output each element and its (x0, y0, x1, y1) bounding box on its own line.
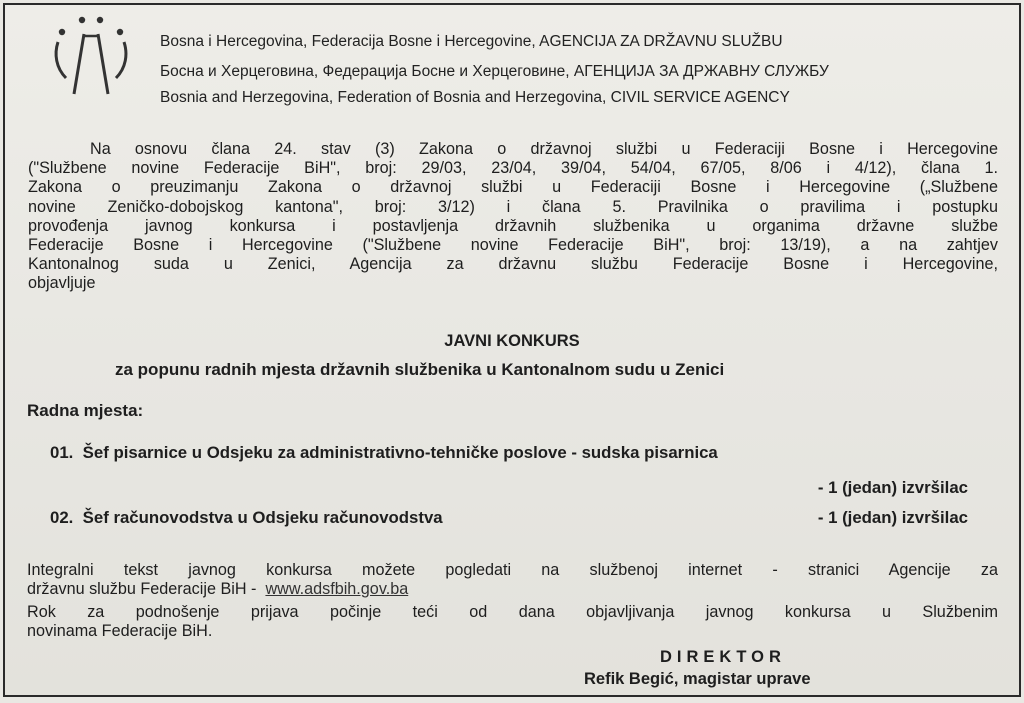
info-paragraph (27, 561, 998, 599)
info-line: Integralni tekst javnog konkursa možete pogledati na službenoj internet - stranici Agencije za (27, 561, 998, 579)
signature-name: Refik Begić, magistar uprave (584, 670, 811, 688)
intro-paragraph (28, 140, 998, 294)
intro-line: Kantonalnog suda u Zenici, Agencija za državnu službu Federacije Bosne i Hercegovine, (28, 255, 998, 274)
deadline-line: novinama Federacije BiH. (27, 622, 213, 641)
position-name: Šef računovodstva u Odsjeku računovodstva (82, 508, 443, 527)
intro-line: novine Zeničko-dobojskog kantona", broj: 3/12) i člana 5. Pravilnika o pravilima i postupku (28, 197, 998, 216)
position-number: 02. (50, 508, 74, 527)
agency-logo-icon (52, 14, 130, 100)
intro-line: Zakona o preuzimanju Zakona o državnoj službi u Federaciji Bosne i Hercegovine („Službene (28, 178, 998, 197)
info-line-prefix: državnu službu Federacije BiH - (27, 580, 257, 599)
header-serbian: Босна и Херцеговина, Федерација Босне и Херцеговине, АГЕНЦИЈА ЗА ДРЖАВНУ СЛУЖБУ (160, 63, 829, 80)
agency-website-link[interactable]: www.adsfbih.gov.ba (265, 580, 409, 599)
position-count: - 1 (jedan) izvršilac (817, 508, 968, 527)
position-item (50, 508, 443, 528)
intro-line: Federacije Bosne i Hercegovine ("Službene novine Federacije BiH", broj: 13/19), a na zahtjev (28, 236, 998, 255)
position-count: - 1 (jedan) izvršilac (817, 478, 968, 497)
header-bosnian: Bosna i Hercegovina, Federacija Bosne i Hercegovine, AGENCIJA ZA DRŽAVNU SLUŽBU (160, 33, 783, 50)
announcement-title: JAVNI KONKURS (444, 332, 580, 350)
intro-line: provođenja javnog konkursa i postavljenja državnih službenika u organima državne službe (28, 216, 998, 235)
position-number: 01. (50, 443, 74, 462)
announcement-subtitle: za popunu radnih mjesta državnih službenika u Kantonalnom sudu u Zenici (115, 360, 725, 379)
info-line (27, 580, 998, 599)
intro-line: objavljuje (28, 274, 96, 293)
signature-title: DIREKTOR (660, 648, 786, 666)
intro-line: ("Službene novine Federacije BiH", broj: 29/03, 23/04, 39/04, 54/04, 67/05, 8/06 i 4/12), člana 1. (28, 159, 998, 178)
position-item (50, 443, 718, 463)
deadline-line: Rok za podnošenje prijava počinje teći od dana objavljivanja javnog konkursa u Službenim (27, 603, 998, 621)
deadline-paragraph (27, 603, 998, 641)
position-name: Šef pisarnice u Odsjeku za administrativno-tehničke poslove - sudska pisarnica (82, 443, 718, 462)
positions-heading: Radna mjesta: (27, 401, 144, 420)
header-english: Bosnia and Herzegovina, Federation of Bosnia and Herzegovina, CIVIL SERVICE AGENCY (160, 89, 790, 106)
intro-line: Na osnovu člana 24. stav (3) Zakona o državnoj službi u Federaciji Bosne i Hercegovine (90, 140, 998, 158)
